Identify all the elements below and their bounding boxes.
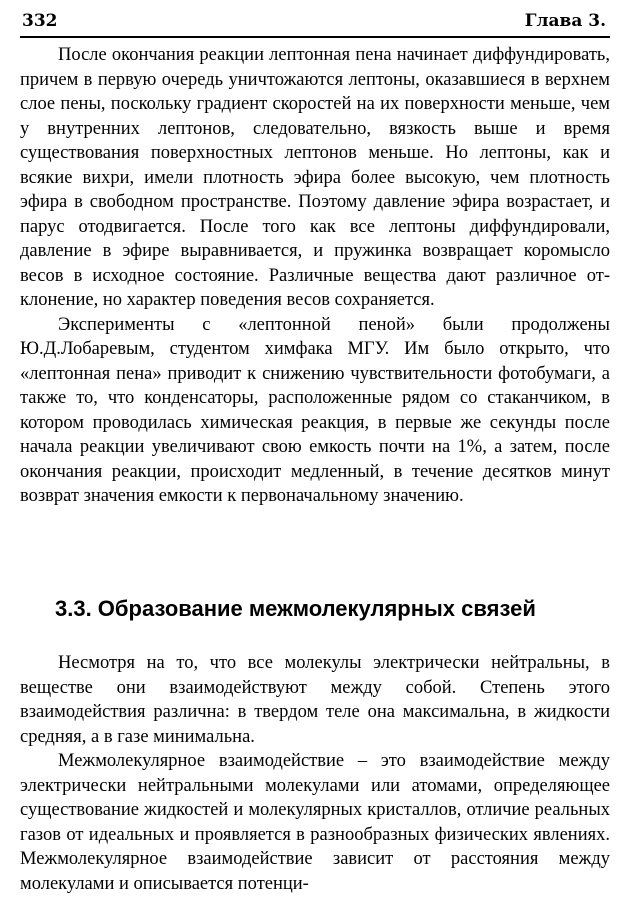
- body-text-bottom: [20, 651, 610, 896]
- section-heading: 3.3. Образование межмолекулярных связей: [55, 596, 536, 621]
- paragraph: После окончания реакции лептонная пена начинает диффундировать, причем в первую очередь уничтожаются лептоны, оказавшиеся в верхнем слое пены, поскольку градиент скоростей на их поверхности меньше, чем у внутренних лептонов, следовательно, вязкость выше и время существования поверхностных лептонов меньше. Но лептоны, как и всякие вихри, имели плотность эфира более высокую, чем плотность эфира в свободном пространстве. Поэтому давление эфира возрастает, и парус отодвигается. После того как все лептоны диффундировали, давление в эфире выравнивается, и пружинка возвращает коромысло весов в исходное состояние. Различные вещества дают различное отклонение, но характер поведения весов сохраняется.: [20, 45, 610, 310]
- paragraph: Межмолекулярное взаимодействие – это взаимодействие между электрически нейтральными молекулами или атомами, определяющее существование жидкостей и молекулярных кристаллов, отличие реальных газов от идеальных и проявляется в разнообразных физических явлениях. Межмолекулярное взаимодействие зависит от расстояния между молекулами и описывается потенци-: [20, 751, 610, 894]
- page-number: 332: [22, 11, 58, 31]
- body-text-top: [20, 43, 610, 509]
- chapter-label: Глава 3.: [524, 11, 606, 31]
- running-head: [20, 10, 610, 38]
- paragraph: Эксперименты с «лептонной пеной» были продолжены Ю.Д.Лобаревым, студентом химфака МГУ. Им было открыто, что «лептонная пена» приводит к снижению чувствительности фотобумаги, а также то, что конденсаторы, расположенные рядом со стаканчиком, в котором проводилась химическая реакция, в первые же секунды после начала реакции увеличивают свою емкость почти на 1%, а затем, после окончания реакции, происходит медленный, в течение десятков минут возврат значения емкости к первоначальному значению.: [20, 314, 610, 506]
- paragraph: Несмотря на то, что все молекулы электрически нейтральны, в веществе они взаимодействуют между собой. Степень этого взаимодействия различна: в твердом теле она максимальна, в жидкости средняя, а в газе минимальна.: [20, 653, 610, 747]
